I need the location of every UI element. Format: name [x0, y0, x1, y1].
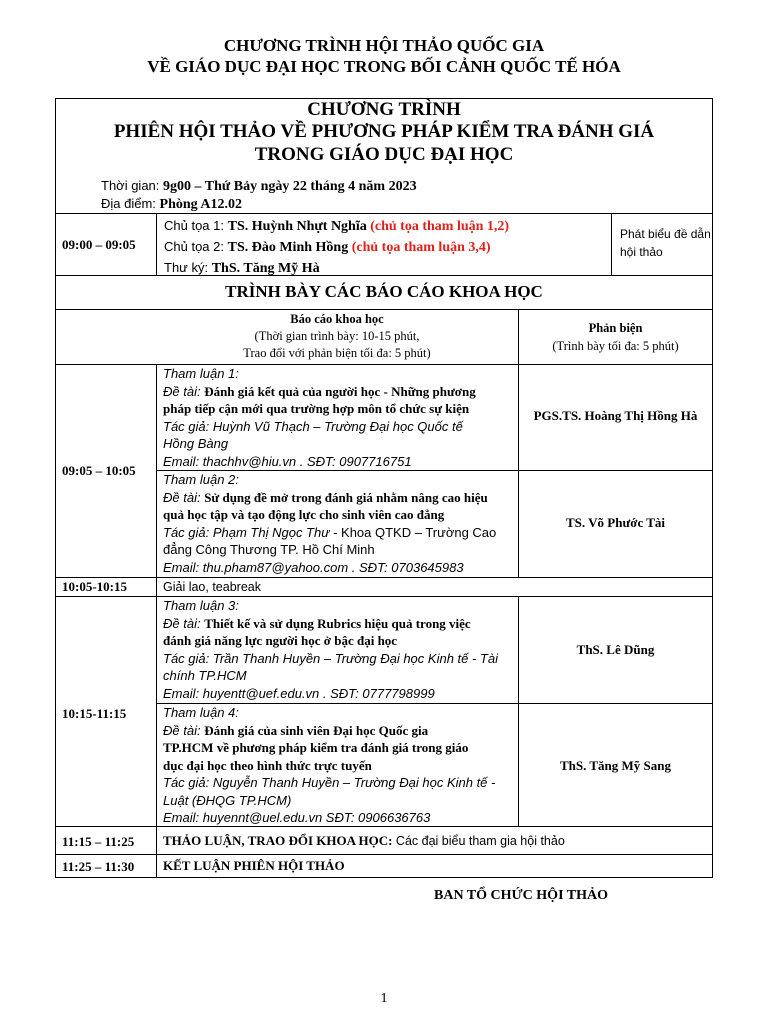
col-divider	[156, 364, 157, 878]
session-title-line-1: PHIÊN HỘI THẢO VỀ PHƯƠNG PHÁP KIỂM TRA ĐÁNH GIÁ	[113, 121, 655, 142]
review-column-header: Phản biện (Trình bày tối đa: 5 phút)	[552, 321, 679, 353]
place-label: Địa điểm:	[101, 196, 160, 211]
session-title-line-2: TRONG GIÁO DỤC ĐẠI HỌC	[254, 144, 514, 165]
break-text: Giải lao, teabreak	[163, 580, 261, 594]
session-time	[101, 177, 417, 196]
break-time: 10:05-10:15	[62, 579, 127, 594]
conclusion-text: KẾT LUẬN PHIÊN HỘI THẢO	[163, 858, 345, 873]
col-divider	[518, 596, 519, 826]
page-number: 1	[380, 991, 388, 1006]
paper-4: Tham luận 4: Đề tài: Đánh giá của sinh viên Đại học Quốc gia TP.HCM về phương pháp kiểm tra đánh giá trong giáo dục đại học theo hình thức trực tuyến Tác giả: Nguyễn Thanh Huyền – Trường Đại học Kinh tế - Luật (ĐHQG TP.HCM) Email: huyennt@uel.edu.vn SĐT: 0906636763	[163, 705, 496, 825]
secretary: Thư ký: ThS. Tăng Mỹ Hà	[164, 260, 320, 276]
opening-speech: Phát biểu đề dẫn hội thảo	[620, 227, 711, 259]
paper-4-reviewer: ThS. Tăng Mỹ Sang	[559, 758, 672, 773]
opening-time: 09:00 – 09:05	[62, 237, 136, 252]
paper-2-reviewer: TS. Võ Phước Tài	[565, 515, 666, 530]
paper-1-reviewer: PGS.TS. Hoàng Thị Hồng Hà	[533, 408, 698, 423]
paper-3-reviewer: ThS. Lê Dũng	[576, 642, 655, 657]
section-title: TRÌNH BÀY CÁC BÁO CÁO KHOA HỌC	[225, 282, 543, 301]
organizer-signature: BAN TỔ CHỨC HỘI THẢO	[434, 888, 608, 903]
chairs-block	[164, 216, 509, 279]
discussion-text: THẢO LUẬN, TRAO ĐỔI KHOA HỌC: Các đại biểu tham gia hội thảo	[163, 833, 565, 848]
place-value: Phòng A12.02	[159, 197, 242, 212]
row-divider	[55, 854, 713, 855]
row-divider	[55, 577, 713, 578]
session-1-time: 09:05 – 10:05	[62, 463, 136, 478]
reports-column-header: Báo cáo khoa học (Thời gian trình bày: 10-15 phút, Trao đổi với phản biện tối đa: 5 phút)	[243, 312, 431, 360]
conclusion-time: 11:25 – 11:30	[62, 859, 135, 874]
session-place	[101, 195, 242, 214]
chair-2: Chủ tọa 2: TS. Đào Minh Hồng (chủ tọa tham luận 3,4)	[164, 239, 491, 255]
chair-1: Chủ tọa 1: TS. Huỳnh Nhựt Nghĩa (chủ tọa tham luận 1,2)	[164, 218, 510, 234]
discussion-time: 11:15 – 11:25	[62, 834, 135, 849]
program-title: CHƯƠNG TRÌNH	[307, 99, 461, 120]
paper-3: Tham luận 3: Đề tài: Thiết kế và sử dụng Rubrics hiệu quả trong việc đánh giá năng lực người học ở bậc đại học Tác giả: Trần Thanh Huyền – Trường Đại học Kinh tế - Tài chính TP.HCM Email: huyentt@uef.edu.vn . SĐT: 0777798999	[163, 598, 498, 701]
session-2-time: 10:15-11:15	[62, 706, 127, 721]
document-title-line-1: CHƯƠNG TRÌNH HỘI THẢO QUỐC GIA	[223, 36, 545, 55]
col-divider	[611, 213, 612, 275]
time-value: 9g00 – Thứ Bảy ngày 22 tháng 4 năm 2023	[163, 179, 417, 194]
time-label: Thời gian:	[101, 178, 163, 193]
document-title-line-2: VỀ GIÁO DỤC ĐẠI HỌC TRONG BỐI CẢNH QUỐC TẾ HÓA	[147, 57, 621, 76]
row-divider	[55, 309, 713, 310]
paper-1: Tham luận 1: Đề tài: Đánh giá kết quả của người học - Những phương pháp tiếp cận mới qua trường hợp môn tổ chức sự kiện Tác giả: Huỳnh Vũ Thạch – Trường Đại học Quốc tế Hồng Bàng Email: thachhv@hiu.vn . SĐT: 0907716751	[163, 366, 476, 469]
paper-2: Tham luận 2: Đề tài: Sử dụng đề mở trong đánh giá nhằm nâng cao hiệu quả học tập và tạo động lực cho sinh viên cao đẳng Tác giả: Phạm Thị Ngọc Thư - Khoa QTKD – Trường Cao đẳng Công Thương TP. Hồ Chí Minh Email: thu.pham87@yahoo.com . SĐT: 0703645983	[163, 472, 497, 575]
col-divider	[156, 213, 157, 275]
